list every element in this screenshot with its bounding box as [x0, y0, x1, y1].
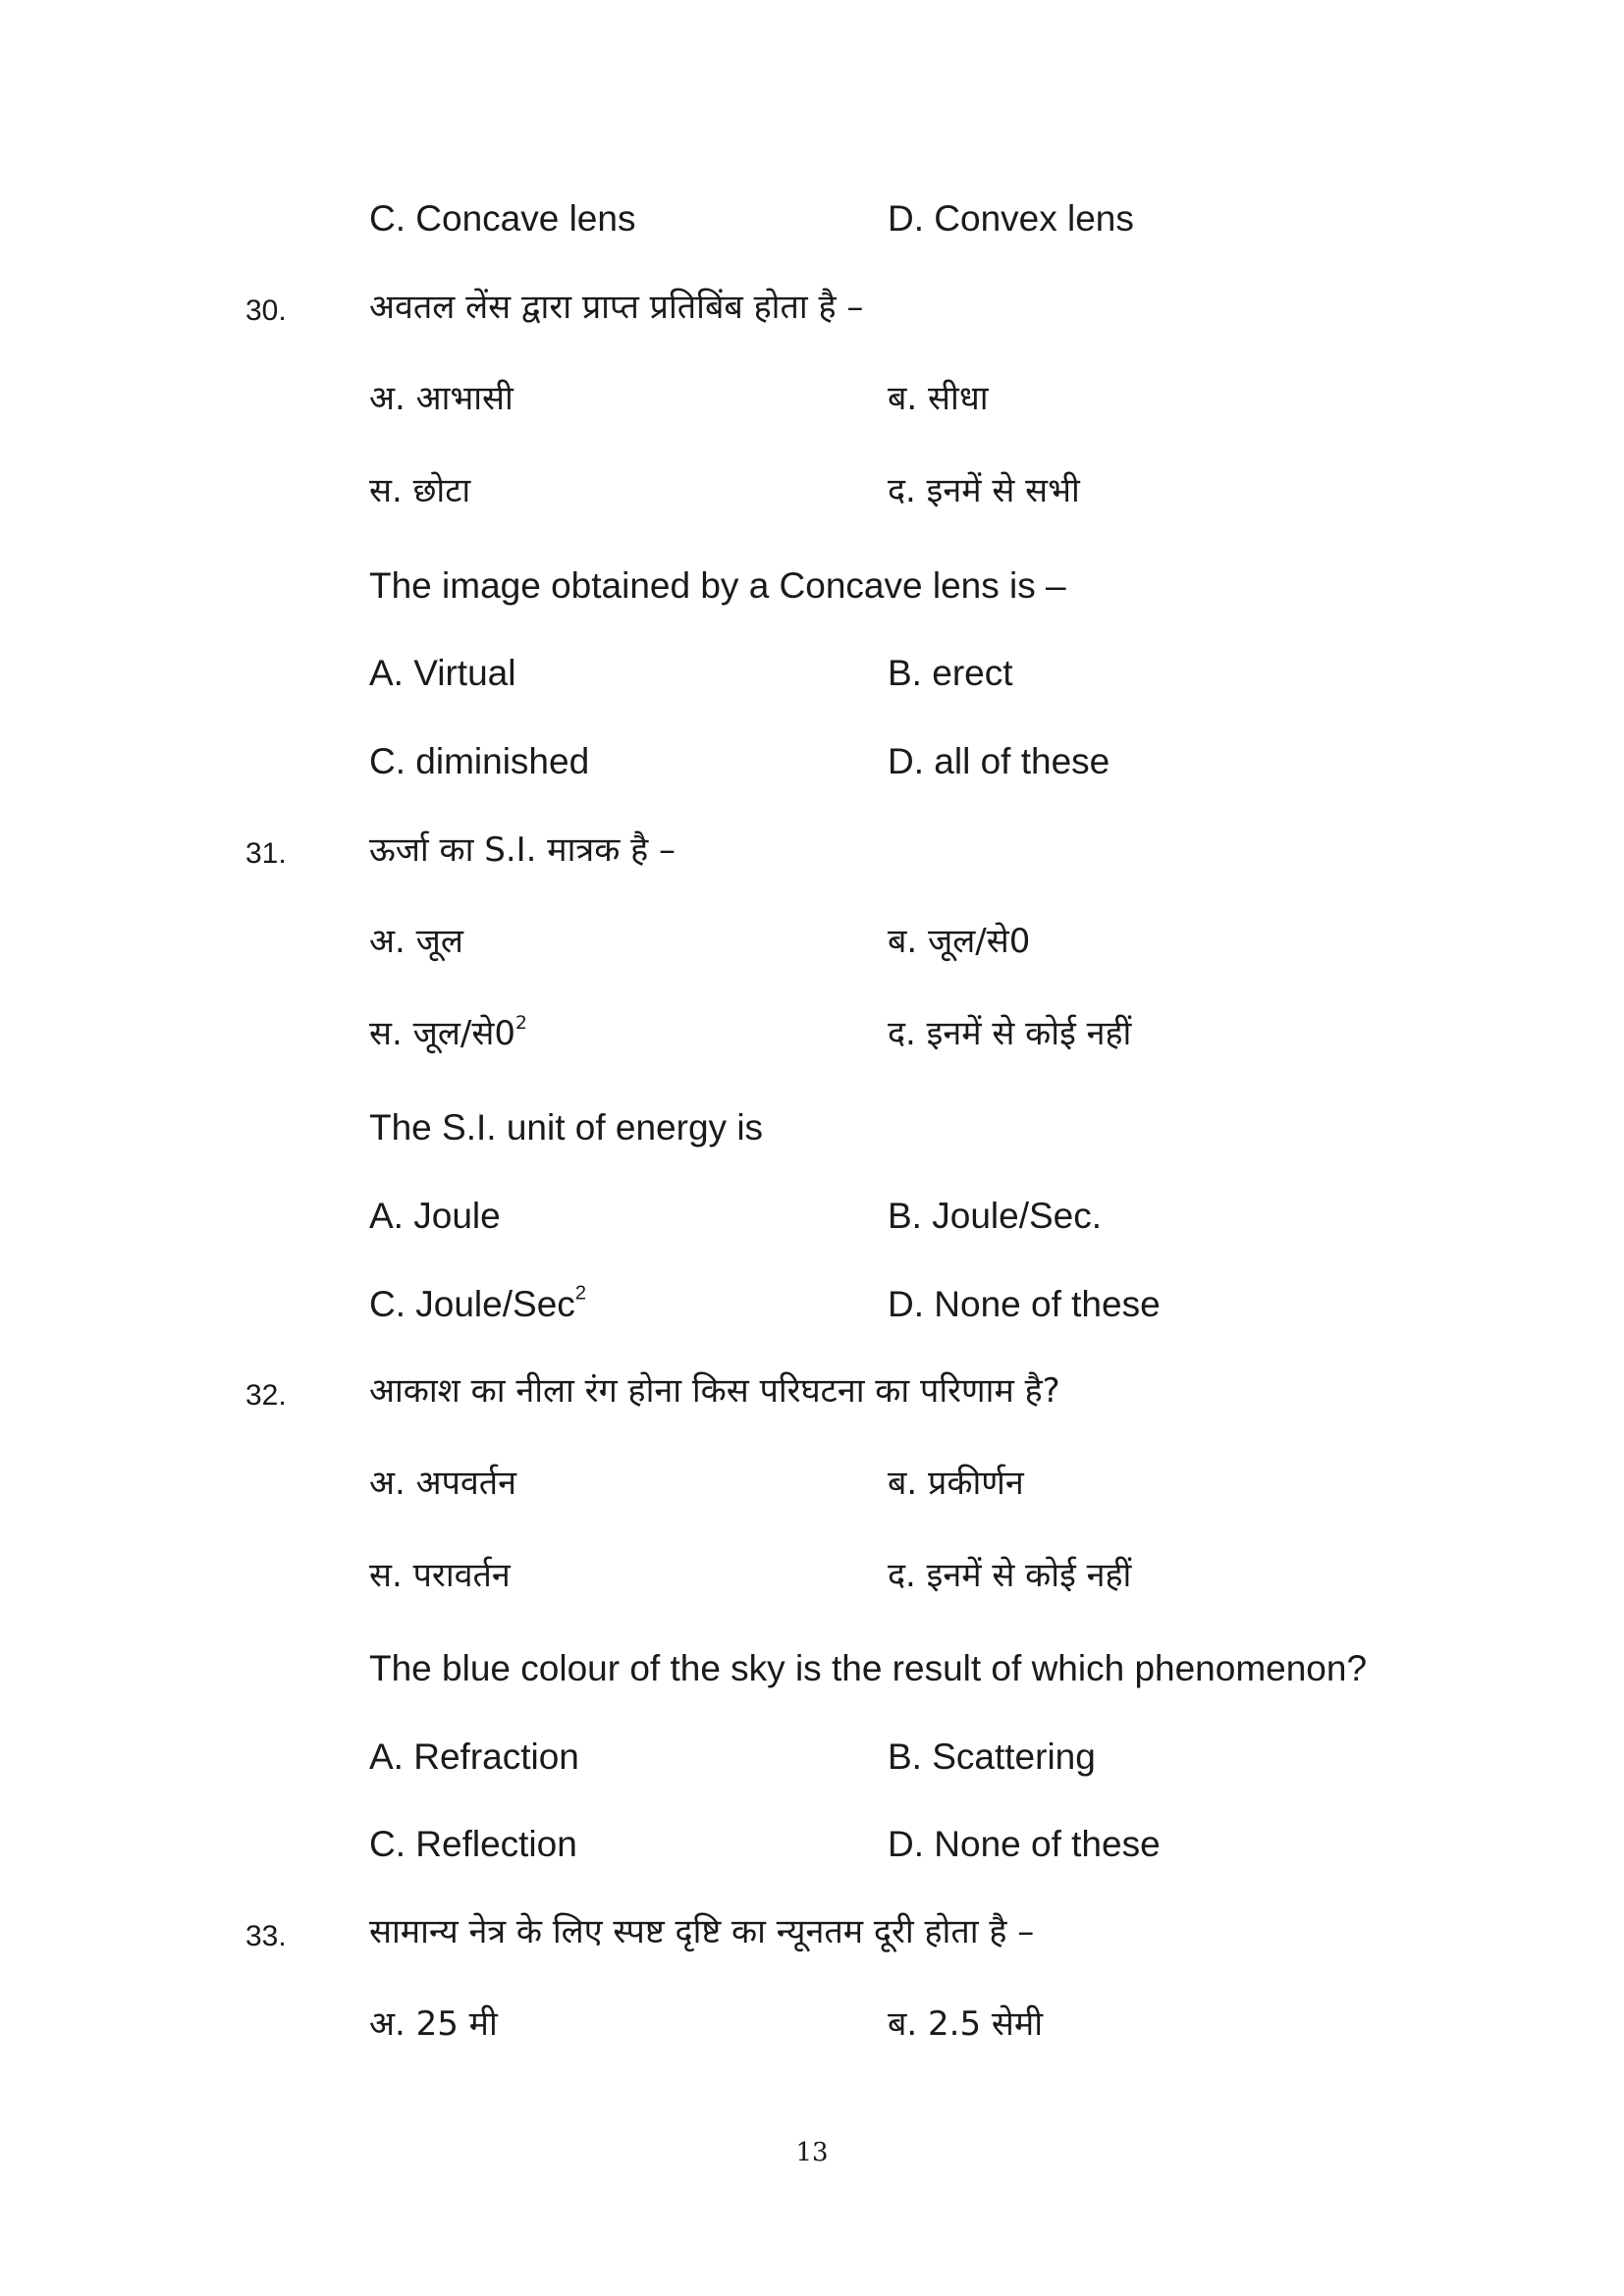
q31-hindi-question: ऊर्जा का S.I. मात्रक है – — [369, 830, 676, 870]
q31-option-c: C. Joule/Sec$^2$ — [369, 1282, 587, 1324]
q30-option-b: B. erect — [888, 653, 1013, 693]
q29-option-c: C. Concave lens — [369, 198, 636, 239]
q32-hindi-option-a: अ. अपवर्तन — [369, 1464, 517, 1503]
q32-number: 32. — [245, 1379, 287, 1412]
q30-english-question: The image obtained by a Concave lens is – — [369, 565, 1066, 606]
q33-number: 33. — [245, 1920, 287, 1952]
q31-number: 31. — [245, 837, 287, 870]
q29-option-d: D. Convex lens — [888, 198, 1134, 239]
q31-hindi-option-b: ब. जूल/से0 — [888, 922, 1031, 961]
q33-hindi-question: सामान्य नेत्र के लिए स्पष्ट दृष्टि का न्यूनतम दूरी होता है – — [369, 1912, 1035, 1951]
q31-english-question: The S.I. unit of energy is — [369, 1107, 764, 1148]
q32-hindi-option-d: द. इनमें से कोई नहीं — [888, 1556, 1132, 1595]
q32-hindi-option-c: स. परावर्तन — [369, 1556, 511, 1595]
q30-hindi-question: अवतल लेंस द्वारा प्राप्त प्रतिबिंब होता है – — [369, 288, 864, 327]
q30-hindi-option-c: स. छोटा — [369, 471, 471, 510]
superscript: 2 — [574, 1282, 587, 1305]
superscript: 2 — [514, 1013, 527, 1035]
q31-option-d: D. None of these — [888, 1284, 1161, 1324]
q30-hindi-option-d: द. इनमें से सभी — [888, 471, 1080, 510]
q30-hindi-option-b: ब. सीधा — [888, 379, 989, 418]
q31-hindi-option-a: अ. जूल — [369, 922, 463, 961]
q32-hindi-option-b: ब. प्रकीर्णन — [888, 1464, 1024, 1503]
q31-option-a: A. Joule — [369, 1196, 501, 1236]
q33-hindi-option-b: ब. 2.5 सेमी — [888, 2004, 1044, 2044]
q32-option-b: B. Scattering — [888, 1736, 1096, 1777]
q30-option-d: D. all of these — [888, 741, 1110, 781]
page-number: 13 — [795, 2138, 829, 2167]
q31-hindi-option-c: स. $जूल/से0^2$ — [369, 1013, 527, 1053]
q32-option-c: C. Reflection — [369, 1824, 577, 1864]
q30-hindi-option-a: अ. आभासी — [369, 379, 514, 418]
q31-hindi-option-d: द. इनमें से कोई नहीं — [888, 1014, 1132, 1053]
q31-option-b: B. Joule/Sec. — [888, 1196, 1103, 1236]
q30-option-c: C. diminished — [369, 741, 590, 781]
q32-english-question: The blue colour of the sky is the result of which phenomenon? — [369, 1648, 1368, 1688]
q32-option-d: D. None of these — [888, 1824, 1161, 1864]
q32-hindi-question: आकाश का नीला रंग होना किस परिघटना का परिणाम है? — [369, 1371, 1060, 1411]
q30-number: 30. — [245, 294, 287, 327]
q33-hindi-option-a: अ. 25 मी — [369, 2004, 498, 2044]
q32-option-a: A. Refraction — [369, 1736, 579, 1777]
q30-option-a: A. Virtual — [369, 653, 516, 693]
